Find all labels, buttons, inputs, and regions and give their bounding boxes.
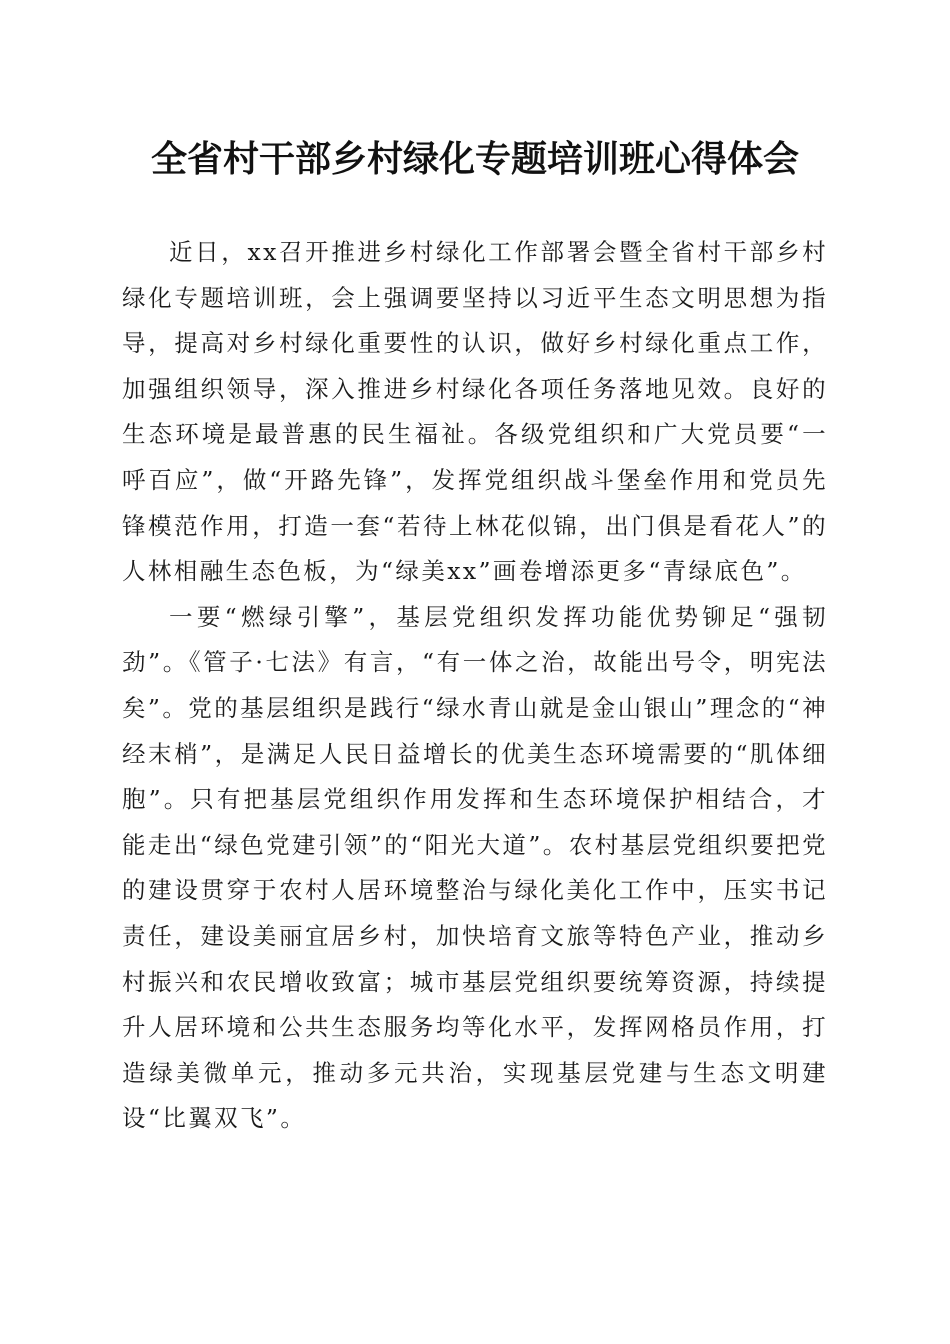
paragraph-intro: 近日，xx召开推进乡村绿化工作部署会暨全省村干部乡村绿化专题培训班，会上强调要坚持以习近平生态文明思想为指导，提高对乡村绿化重要性的认识，做好乡村绿化重点工作，加强组织领导，深入推进乡村绿化各项任务落地见效。良好的生态环境是最普惠的民生福祉。各级党组织和广大党员要“一呼百应”，做“开路先锋”，发挥党组织战斗堡垒作用和党员先锋模范作用，打造一套“若待上林花似锦，出门俱是看花人”的人林相融生态色板，为“绿美xx”画卷增添更多“青绿底色”。 — [122, 238, 828, 586]
document-body — [122, 230, 828, 1142]
paragraph-first-point: 一要“燃绿引擎”，基层党组织发挥功能优势铆足“强韧劲”。《管子·七法》有言，“有一体之治，故能出号令，明宪法矣”。党的基层组织是践行“绿水青山就是金山银山”理念的“神经末梢”，是满足人民日益增长的优美生态环境需要的“肌体细胞”。只有把基层党组织作用发挥和生态环境保护相结合，才能走出“绿色党建引领”的“阳光大道”。农村基层党组织要把党的建设贯穿于农村人居环境整治与绿化美化工作中，压实书记责任，建设美丽宜居乡村，加快培育文旅等特色产业，推动乡村振兴和农民增收致富；城市基层党组织要统筹资源，持续提升人居环境和公共生态服务均等化水平，发挥网格员作用，打造绿美微单元，推动多元共治，实现基层党建与生态文明建设“比翼双飞”。 — [122, 602, 828, 1133]
document-title: 全省村干部乡村绿化专题培训班心得体会 — [150, 138, 799, 180]
